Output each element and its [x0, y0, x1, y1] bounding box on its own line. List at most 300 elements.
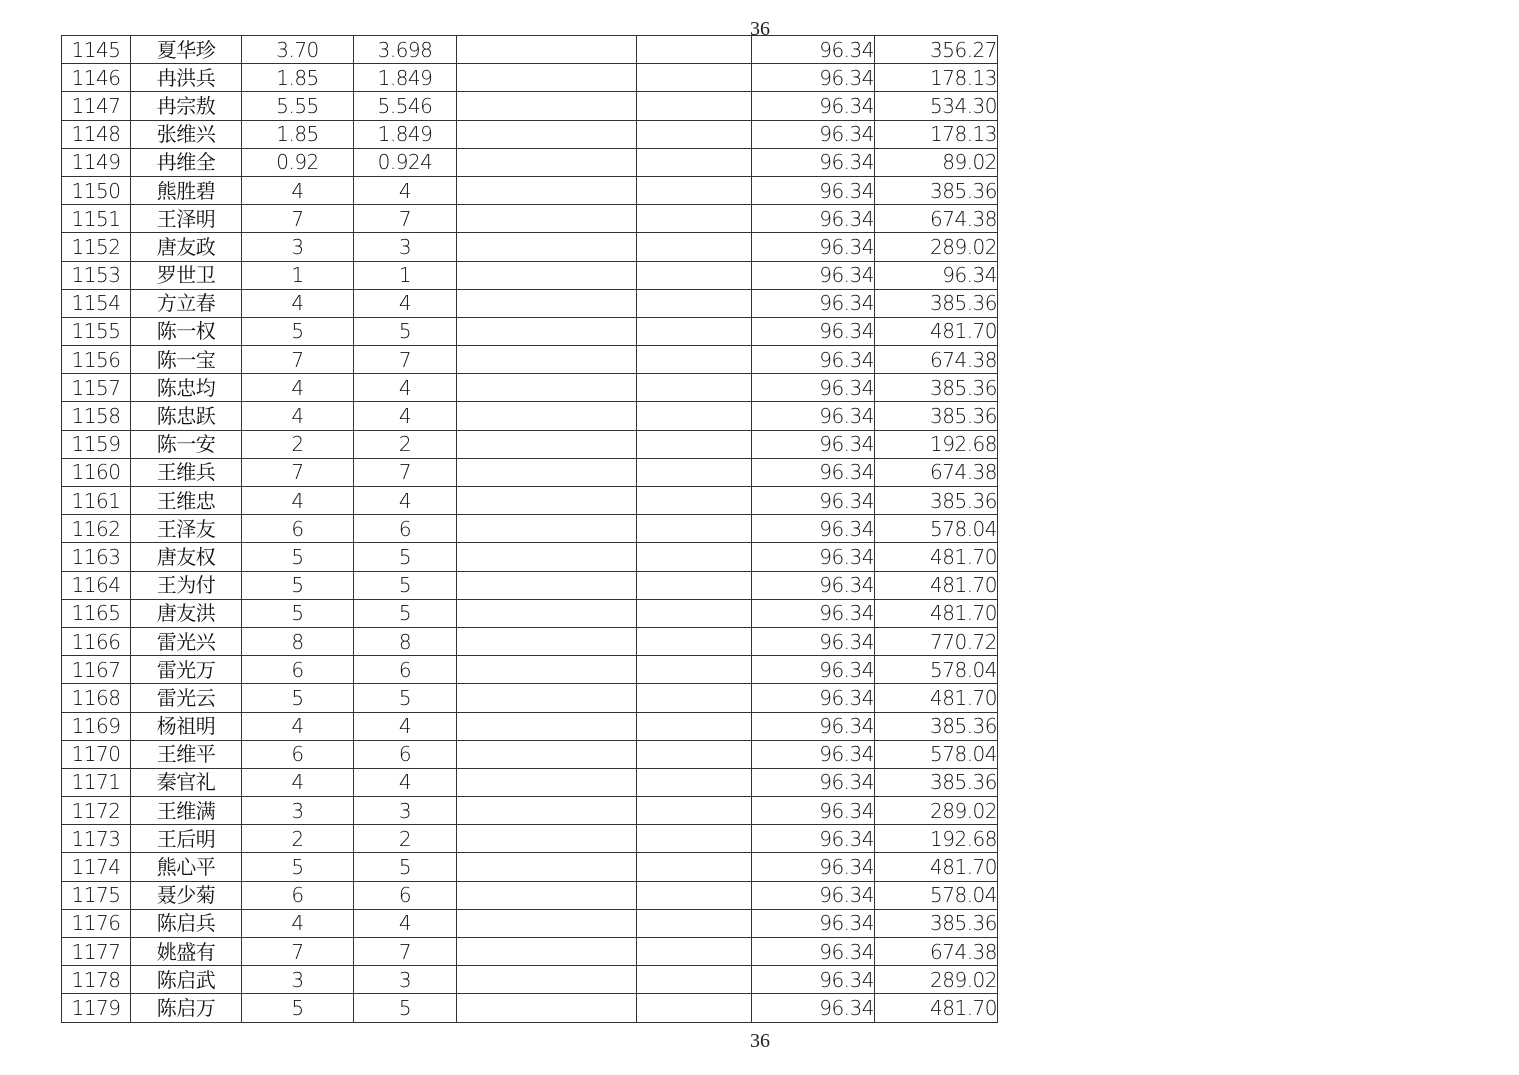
blank-cell	[457, 233, 637, 261]
blank-cell	[637, 430, 752, 458]
table-row	[62, 261, 998, 289]
row-id-cell: 1169	[62, 712, 131, 740]
area-cell: 3	[242, 966, 354, 994]
amount-cell: 674.38	[875, 458, 998, 486]
table-row	[62, 543, 998, 571]
amount-cell: 289.02	[875, 797, 998, 825]
area-cell: 6	[242, 515, 354, 543]
row-id-cell: 1173	[62, 825, 131, 853]
area-cell: 5	[242, 684, 354, 712]
ledger-body	[62, 36, 998, 1023]
amount-cell: 578.04	[875, 881, 998, 909]
unit-price-cell: 96.34	[752, 853, 875, 881]
unit-price-cell: 96.34	[752, 92, 875, 120]
confirmed-area-cell: 5	[354, 684, 457, 712]
area-cell: 3	[242, 797, 354, 825]
row-id-cell: 1176	[62, 909, 131, 937]
table-row	[62, 515, 998, 543]
blank-cell	[457, 712, 637, 740]
confirmed-area-cell: 5	[354, 994, 457, 1022]
amount-cell: 289.02	[875, 966, 998, 994]
area-cell: 4	[242, 768, 354, 796]
confirmed-area-cell: 7	[354, 938, 457, 966]
name-cell: 王泽友	[131, 515, 242, 543]
amount-cell: 178.13	[875, 64, 998, 92]
table-row	[62, 64, 998, 92]
unit-price-cell: 96.34	[752, 120, 875, 148]
blank-cell	[637, 853, 752, 881]
unit-price-cell: 96.34	[752, 205, 875, 233]
row-id-cell: 1146	[62, 64, 131, 92]
name-cell: 陈一安	[131, 430, 242, 458]
confirmed-area-cell: 4	[354, 176, 457, 204]
blank-cell	[457, 740, 637, 768]
row-id-cell: 1171	[62, 768, 131, 796]
name-cell: 熊心平	[131, 853, 242, 881]
table-row	[62, 487, 998, 515]
confirmed-area-cell: 5	[354, 599, 457, 627]
name-cell: 王后明	[131, 825, 242, 853]
unit-price-cell: 96.34	[752, 487, 875, 515]
blank-cell	[637, 64, 752, 92]
blank-cell	[637, 994, 752, 1022]
unit-price-cell: 96.34	[752, 317, 875, 345]
blank-cell	[637, 740, 752, 768]
name-cell: 王维兵	[131, 458, 242, 486]
amount-cell: 674.38	[875, 346, 998, 374]
unit-price-cell: 96.34	[752, 740, 875, 768]
amount-cell: 385.36	[875, 289, 998, 317]
area-cell: 7	[242, 205, 354, 233]
page-number-bottom: 36	[750, 1030, 770, 1052]
amount-cell: 385.36	[875, 487, 998, 515]
area-cell: 1.85	[242, 120, 354, 148]
confirmed-area-cell: 6	[354, 740, 457, 768]
table-row	[62, 656, 998, 684]
blank-cell	[637, 515, 752, 543]
row-id-cell: 1165	[62, 599, 131, 627]
name-cell: 夏华珍	[131, 36, 242, 64]
row-id-cell: 1164	[62, 571, 131, 599]
blank-cell	[457, 176, 637, 204]
blank-cell	[637, 261, 752, 289]
unit-price-cell: 96.34	[752, 909, 875, 937]
unit-price-cell: 96.34	[752, 430, 875, 458]
table-row	[62, 374, 998, 402]
row-id-cell: 1167	[62, 656, 131, 684]
blank-cell	[457, 966, 637, 994]
blank-cell	[637, 797, 752, 825]
amount-cell: 356.27	[875, 36, 998, 64]
blank-cell	[457, 148, 637, 176]
blank-cell	[637, 458, 752, 486]
row-id-cell: 1154	[62, 289, 131, 317]
area-cell: 1.85	[242, 64, 354, 92]
area-cell: 4	[242, 176, 354, 204]
confirmed-area-cell: 5	[354, 543, 457, 571]
confirmed-area-cell: 8	[354, 627, 457, 655]
blank-cell	[457, 317, 637, 345]
blank-cell	[637, 402, 752, 430]
confirmed-area-cell: 6	[354, 515, 457, 543]
unit-price-cell: 96.34	[752, 346, 875, 374]
unit-price-cell: 96.34	[752, 148, 875, 176]
area-cell: 4	[242, 374, 354, 402]
blank-cell	[637, 487, 752, 515]
name-cell: 冉洪兵	[131, 64, 242, 92]
name-cell: 陈一宝	[131, 346, 242, 374]
amount-cell: 385.36	[875, 909, 998, 937]
blank-cell	[637, 938, 752, 966]
table-row	[62, 148, 998, 176]
table-row	[62, 430, 998, 458]
table-row	[62, 205, 998, 233]
name-cell: 冉维全	[131, 148, 242, 176]
confirmed-area-cell: 4	[354, 402, 457, 430]
table-row	[62, 317, 998, 345]
unit-price-cell: 96.34	[752, 515, 875, 543]
area-cell: 7	[242, 938, 354, 966]
table-row	[62, 571, 998, 599]
table-row	[62, 402, 998, 430]
name-cell: 唐友权	[131, 543, 242, 571]
blank-cell	[457, 994, 637, 1022]
unit-price-cell: 96.34	[752, 36, 875, 64]
blank-cell	[457, 768, 637, 796]
table-row	[62, 909, 998, 937]
row-id-cell: 1152	[62, 233, 131, 261]
amount-cell: 674.38	[875, 938, 998, 966]
amount-cell: 289.02	[875, 233, 998, 261]
unit-price-cell: 96.34	[752, 233, 875, 261]
blank-cell	[637, 233, 752, 261]
blank-cell	[637, 656, 752, 684]
name-cell: 唐友洪	[131, 599, 242, 627]
blank-cell	[457, 36, 637, 64]
blank-cell	[637, 825, 752, 853]
name-cell: 姚盛有	[131, 938, 242, 966]
name-cell: 王维满	[131, 797, 242, 825]
blank-cell	[457, 289, 637, 317]
unit-price-cell: 96.34	[752, 881, 875, 909]
confirmed-area-cell: 2	[354, 430, 457, 458]
name-cell: 王为付	[131, 571, 242, 599]
area-cell: 4	[242, 487, 354, 515]
row-id-cell: 1148	[62, 120, 131, 148]
name-cell: 雷光兴	[131, 627, 242, 655]
blank-cell	[457, 374, 637, 402]
blank-cell	[457, 402, 637, 430]
area-cell: 7	[242, 458, 354, 486]
blank-cell	[457, 938, 637, 966]
table-row	[62, 176, 998, 204]
table-row	[62, 599, 998, 627]
confirmed-area-cell: 6	[354, 881, 457, 909]
blank-cell	[637, 909, 752, 937]
name-cell: 秦官礼	[131, 768, 242, 796]
blank-cell	[457, 881, 637, 909]
table-row	[62, 233, 998, 261]
row-id-cell: 1174	[62, 853, 131, 881]
row-id-cell: 1153	[62, 261, 131, 289]
unit-price-cell: 96.34	[752, 684, 875, 712]
unit-price-cell: 96.34	[752, 176, 875, 204]
row-id-cell: 1156	[62, 346, 131, 374]
blank-cell	[457, 120, 637, 148]
name-cell: 张维兴	[131, 120, 242, 148]
row-id-cell: 1162	[62, 515, 131, 543]
name-cell: 熊胜碧	[131, 176, 242, 204]
confirmed-area-cell: 5	[354, 853, 457, 881]
area-cell: 8	[242, 627, 354, 655]
amount-cell: 96.34	[875, 261, 998, 289]
name-cell: 王维平	[131, 740, 242, 768]
confirmed-area-cell: 1.849	[354, 64, 457, 92]
name-cell: 冉宗敖	[131, 92, 242, 120]
name-cell: 陈忠跃	[131, 402, 242, 430]
unit-price-cell: 96.34	[752, 571, 875, 599]
blank-cell	[637, 374, 752, 402]
amount-cell: 481.70	[875, 684, 998, 712]
amount-cell: 89.02	[875, 148, 998, 176]
row-id-cell: 1159	[62, 430, 131, 458]
blank-cell	[637, 599, 752, 627]
amount-cell: 534.30	[875, 92, 998, 120]
unit-price-cell: 96.34	[752, 656, 875, 684]
blank-cell	[457, 797, 637, 825]
page-number-top: 36	[750, 18, 770, 40]
area-cell: 5	[242, 317, 354, 345]
area-cell: 2	[242, 430, 354, 458]
table-row	[62, 853, 998, 881]
unit-price-cell: 96.34	[752, 458, 875, 486]
blank-cell	[457, 487, 637, 515]
confirmed-area-cell: 5	[354, 571, 457, 599]
unit-price-cell: 96.34	[752, 599, 875, 627]
amount-cell: 178.13	[875, 120, 998, 148]
area-cell: 4	[242, 909, 354, 937]
amount-cell: 770.72	[875, 627, 998, 655]
blank-cell	[637, 571, 752, 599]
confirmed-area-cell: 1	[354, 261, 457, 289]
amount-cell: 578.04	[875, 515, 998, 543]
blank-cell	[637, 176, 752, 204]
row-id-cell: 1145	[62, 36, 131, 64]
area-cell: 1	[242, 261, 354, 289]
area-cell: 5	[242, 994, 354, 1022]
blank-cell	[457, 92, 637, 120]
blank-cell	[637, 627, 752, 655]
area-cell: 6	[242, 656, 354, 684]
table-row	[62, 825, 998, 853]
blank-cell	[637, 148, 752, 176]
amount-cell: 578.04	[875, 740, 998, 768]
unit-price-cell: 96.34	[752, 543, 875, 571]
blank-cell	[637, 36, 752, 64]
blank-cell	[457, 205, 637, 233]
name-cell: 陈启兵	[131, 909, 242, 937]
confirmed-area-cell: 3	[354, 966, 457, 994]
blank-cell	[637, 768, 752, 796]
confirmed-area-cell: 0.924	[354, 148, 457, 176]
confirmed-area-cell: 4	[354, 374, 457, 402]
confirmed-area-cell: 6	[354, 656, 457, 684]
name-cell: 陈一权	[131, 317, 242, 345]
row-id-cell: 1178	[62, 966, 131, 994]
confirmed-area-cell: 7	[354, 205, 457, 233]
blank-cell	[637, 205, 752, 233]
row-id-cell: 1168	[62, 684, 131, 712]
name-cell: 聂少菊	[131, 881, 242, 909]
row-id-cell: 1177	[62, 938, 131, 966]
unit-price-cell: 96.34	[752, 825, 875, 853]
table-row	[62, 881, 998, 909]
table-row	[62, 458, 998, 486]
blank-cell	[457, 64, 637, 92]
row-id-cell: 1155	[62, 317, 131, 345]
name-cell: 罗世卫	[131, 261, 242, 289]
name-cell: 唐友政	[131, 233, 242, 261]
row-id-cell: 1160	[62, 458, 131, 486]
table-row	[62, 938, 998, 966]
blank-cell	[637, 684, 752, 712]
unit-price-cell: 96.34	[752, 768, 875, 796]
unit-price-cell: 96.34	[752, 64, 875, 92]
blank-cell	[637, 289, 752, 317]
area-cell: 6	[242, 740, 354, 768]
blank-cell	[637, 120, 752, 148]
name-cell: 王泽明	[131, 205, 242, 233]
confirmed-area-cell: 4	[354, 909, 457, 937]
confirmed-area-cell: 3	[354, 233, 457, 261]
area-cell: 3	[242, 233, 354, 261]
table-row	[62, 346, 998, 374]
confirmed-area-cell: 5.546	[354, 92, 457, 120]
unit-price-cell: 96.34	[752, 289, 875, 317]
confirmed-area-cell: 7	[354, 458, 457, 486]
row-id-cell: 1170	[62, 740, 131, 768]
confirmed-area-cell: 3.698	[354, 36, 457, 64]
blank-cell	[637, 881, 752, 909]
amount-cell: 481.70	[875, 853, 998, 881]
name-cell: 雷光云	[131, 684, 242, 712]
row-id-cell: 1157	[62, 374, 131, 402]
confirmed-area-cell: 2	[354, 825, 457, 853]
unit-price-cell: 96.34	[752, 261, 875, 289]
area-cell: 2	[242, 825, 354, 853]
area-cell: 5	[242, 571, 354, 599]
blank-cell	[457, 853, 637, 881]
blank-cell	[457, 261, 637, 289]
table-row	[62, 120, 998, 148]
name-cell: 王维忠	[131, 487, 242, 515]
amount-cell: 481.70	[875, 317, 998, 345]
area-cell: 4	[242, 289, 354, 317]
confirmed-area-cell: 5	[354, 317, 457, 345]
amount-cell: 578.04	[875, 656, 998, 684]
confirmed-area-cell: 4	[354, 768, 457, 796]
amount-cell: 385.36	[875, 402, 998, 430]
area-cell: 3.70	[242, 36, 354, 64]
area-cell: 5	[242, 543, 354, 571]
blank-cell	[457, 458, 637, 486]
row-id-cell: 1161	[62, 487, 131, 515]
table-row	[62, 627, 998, 655]
blank-cell	[457, 571, 637, 599]
row-id-cell: 1158	[62, 402, 131, 430]
table-row	[62, 92, 998, 120]
amount-cell: 385.36	[875, 176, 998, 204]
amount-cell: 385.36	[875, 768, 998, 796]
confirmed-area-cell: 1.849	[354, 120, 457, 148]
table-row	[62, 797, 998, 825]
unit-price-cell: 96.34	[752, 374, 875, 402]
confirmed-area-cell: 4	[354, 289, 457, 317]
table-row	[62, 740, 998, 768]
area-cell: 4	[242, 402, 354, 430]
confirmed-area-cell: 4	[354, 487, 457, 515]
amount-cell: 481.70	[875, 599, 998, 627]
blank-cell	[637, 966, 752, 994]
row-id-cell: 1151	[62, 205, 131, 233]
row-id-cell: 1166	[62, 627, 131, 655]
table-row	[62, 712, 998, 740]
name-cell: 陈启万	[131, 994, 242, 1022]
area-cell: 7	[242, 346, 354, 374]
table-row	[62, 994, 998, 1022]
unit-price-cell: 96.34	[752, 966, 875, 994]
name-cell: 方立春	[131, 289, 242, 317]
blank-cell	[457, 599, 637, 627]
blank-cell	[457, 656, 637, 684]
unit-price-cell: 96.34	[752, 938, 875, 966]
ledger-table	[61, 35, 998, 1023]
table-row	[62, 684, 998, 712]
table-row	[62, 966, 998, 994]
blank-cell	[457, 627, 637, 655]
blank-cell	[457, 515, 637, 543]
name-cell: 杨祖明	[131, 712, 242, 740]
unit-price-cell: 96.34	[752, 712, 875, 740]
area-cell: 4	[242, 712, 354, 740]
row-id-cell: 1149	[62, 148, 131, 176]
table-row	[62, 768, 998, 796]
area-cell: 5.55	[242, 92, 354, 120]
blank-cell	[457, 430, 637, 458]
confirmed-area-cell: 7	[354, 346, 457, 374]
amount-cell: 385.36	[875, 712, 998, 740]
name-cell: 陈忠均	[131, 374, 242, 402]
row-id-cell: 1163	[62, 543, 131, 571]
blank-cell	[457, 909, 637, 937]
unit-price-cell: 96.34	[752, 797, 875, 825]
amount-cell: 192.68	[875, 430, 998, 458]
blank-cell	[457, 346, 637, 374]
row-id-cell: 1172	[62, 797, 131, 825]
amount-cell: 385.36	[875, 374, 998, 402]
unit-price-cell: 96.34	[752, 627, 875, 655]
row-id-cell: 1150	[62, 176, 131, 204]
blank-cell	[637, 317, 752, 345]
area-cell: 5	[242, 853, 354, 881]
row-id-cell: 1175	[62, 881, 131, 909]
area-cell: 6	[242, 881, 354, 909]
blank-cell	[637, 346, 752, 374]
row-id-cell: 1147	[62, 92, 131, 120]
unit-price-cell: 96.34	[752, 402, 875, 430]
blank-cell	[637, 543, 752, 571]
area-cell: 5	[242, 599, 354, 627]
